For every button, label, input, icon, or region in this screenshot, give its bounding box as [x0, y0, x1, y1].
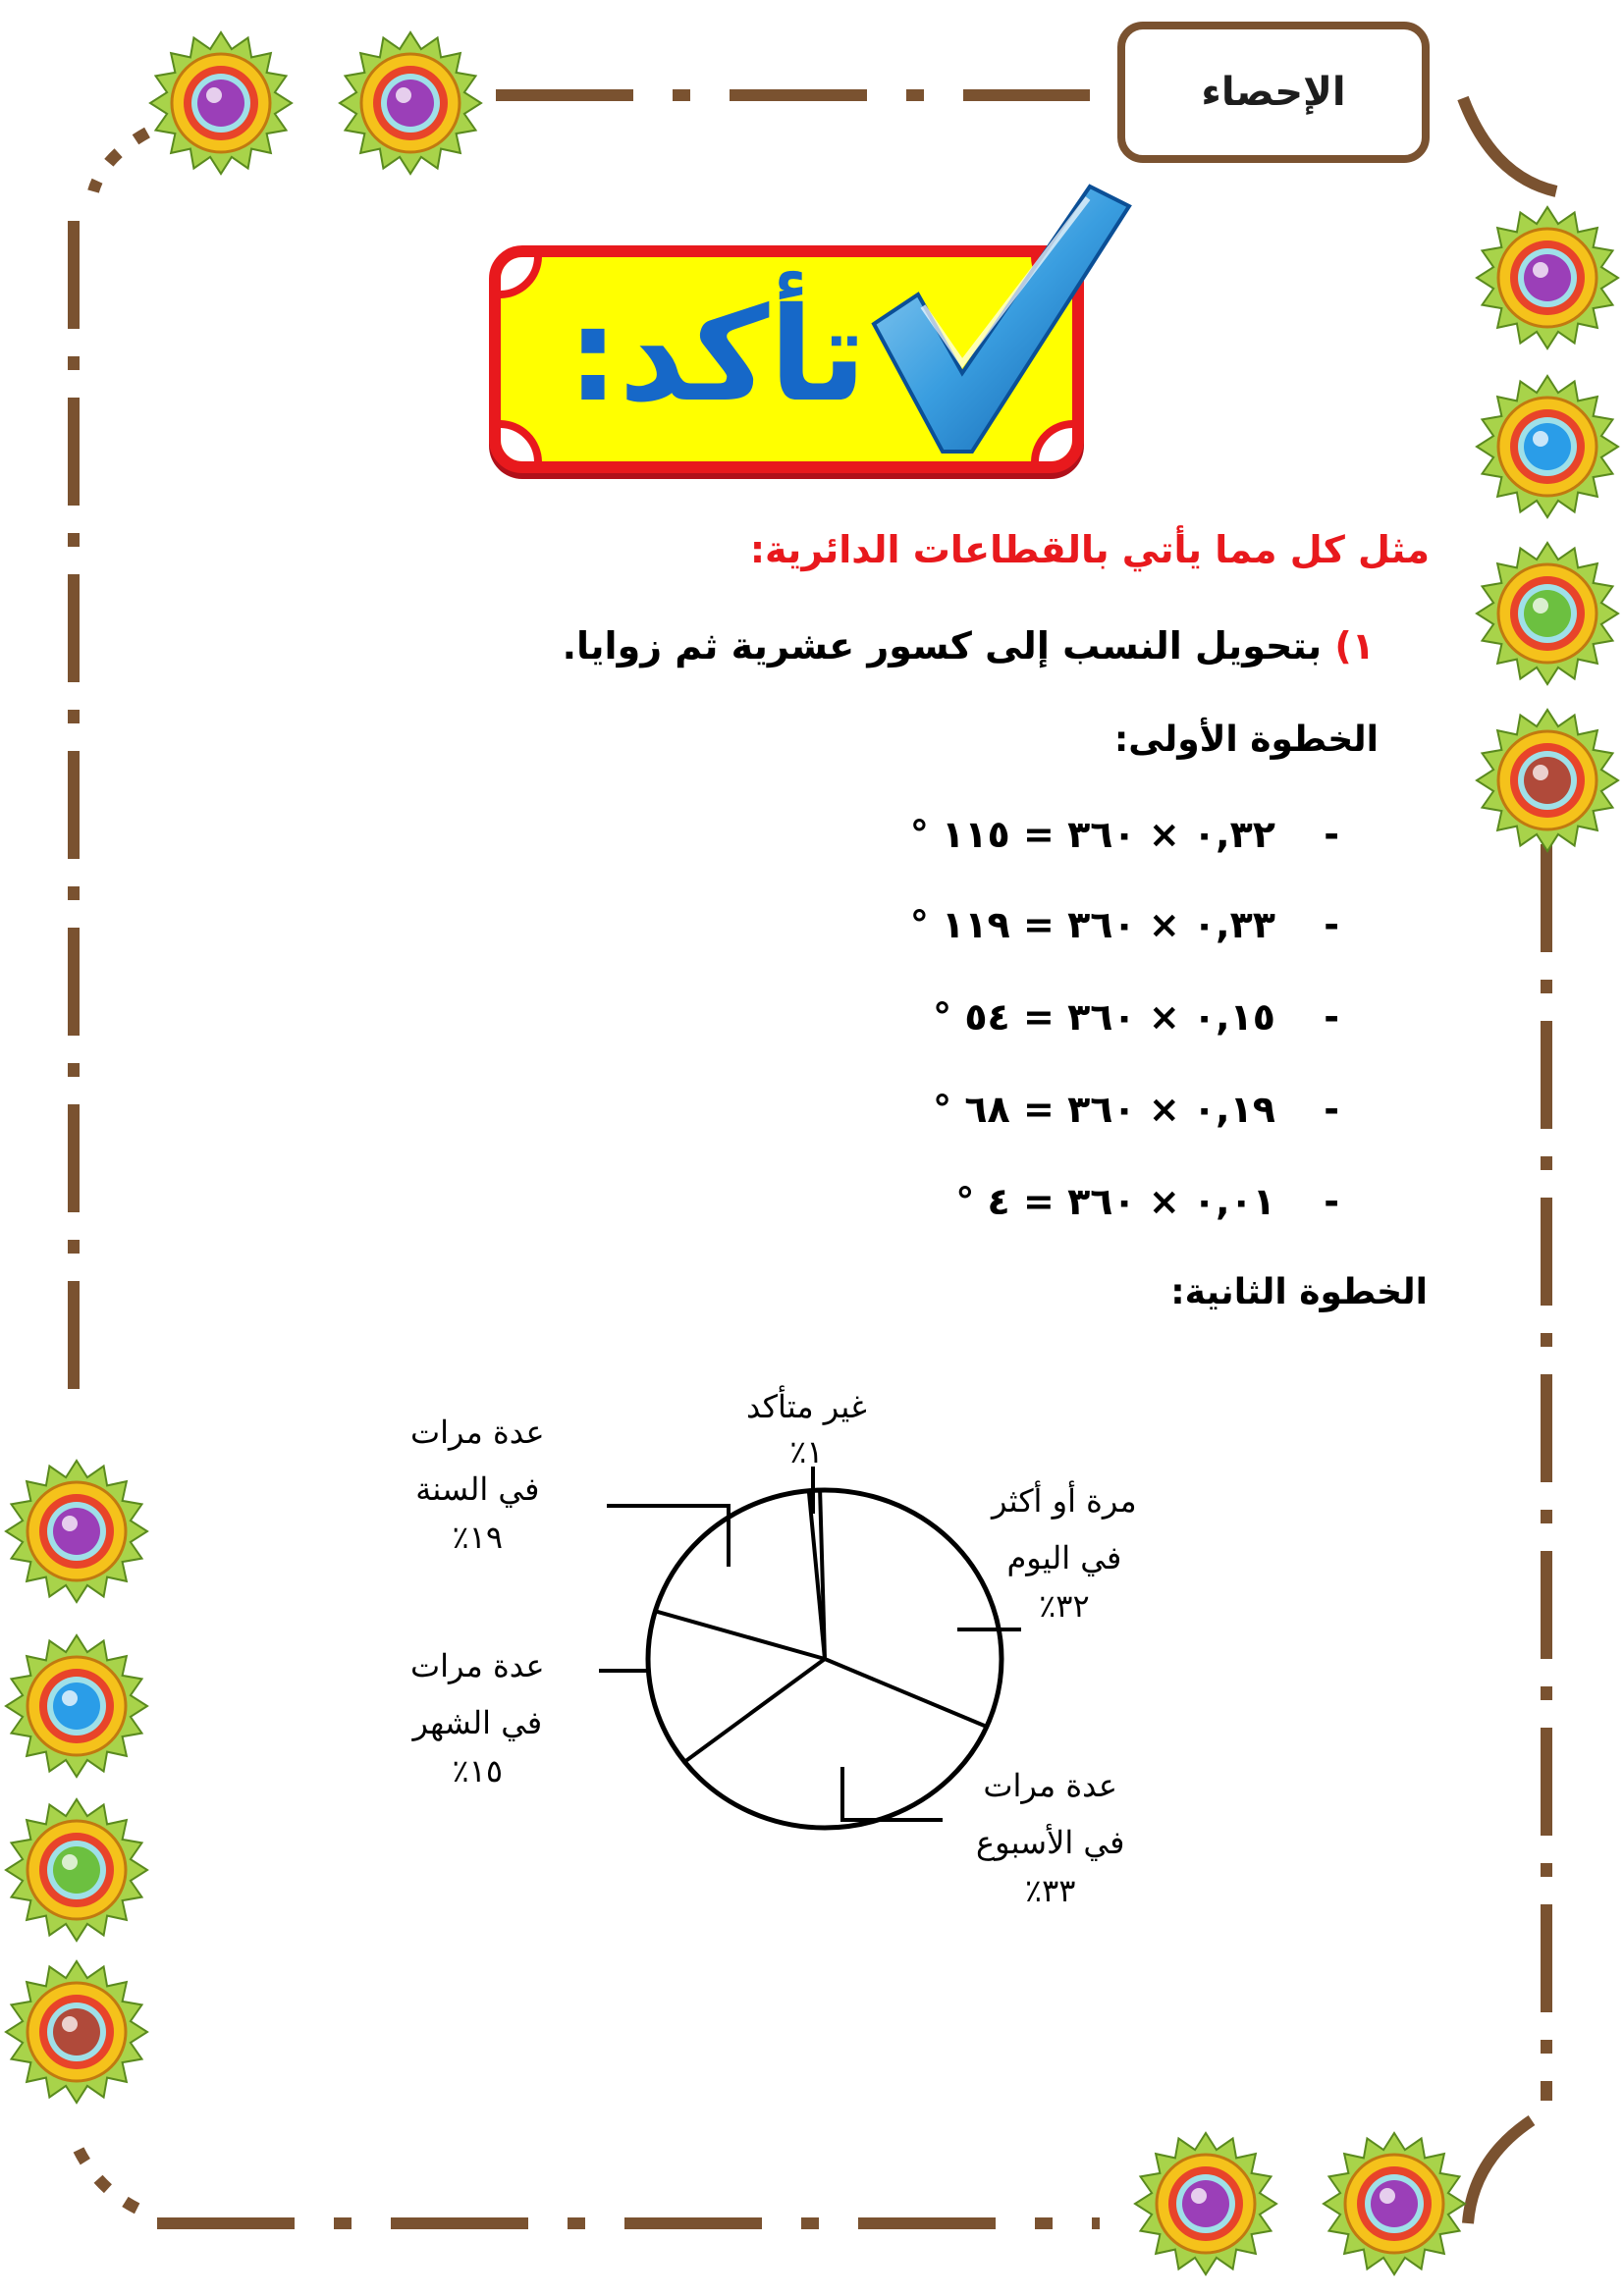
row-expression: ٠,١٥ × ٣٦٠ = ٥٤ °	[933, 995, 1275, 1039]
label-line: عدة مرات	[983, 1767, 1117, 1804]
label-line: في السنة	[415, 1470, 540, 1508]
calculation-row	[910, 903, 1339, 946]
row-expression: ٠,٣٣ × ٣٦٠ = ١١٩ °	[909, 903, 1275, 946]
step-two-heading: الخطوة الثانية:	[1170, 1272, 1428, 1312]
label-line: ٣٢٪	[1039, 1587, 1090, 1625]
row-expression: ٠,٠١ × ٣٦٠ = ٤ °	[955, 1180, 1275, 1223]
exercise-item-1	[563, 624, 1375, 667]
banner-title: تأكد:	[567, 280, 867, 431]
calculation-row	[933, 995, 1339, 1039]
label-line: عدة مرات	[410, 1414, 545, 1451]
section-tag-label: الإحصاء	[1201, 70, 1346, 115]
row-dash: -	[1324, 903, 1339, 946]
flower-ornament-icon	[340, 32, 481, 174]
label-line: في اليوم	[1006, 1539, 1122, 1576]
pie-label-yearly	[410, 1404, 545, 1557]
row-dash: -	[1324, 995, 1339, 1039]
flower-ornament-icon	[1477, 710, 1618, 851]
flower-ornament-icon	[150, 32, 292, 174]
calculation-row	[910, 813, 1339, 856]
label-line: ١٩٪	[452, 1519, 504, 1556]
checkmark-icon	[864, 177, 1139, 461]
label-line: غير متأكد	[746, 1388, 867, 1425]
pie-label-monthly	[410, 1637, 545, 1790]
exercise-instruction: مثل كل مما يأتي بالقطاعات الدائرية:	[749, 528, 1430, 571]
flower-ornament-icon	[6, 1461, 147, 1602]
calculation-row	[955, 1180, 1339, 1223]
flower-ornament-icon	[1477, 543, 1618, 684]
pie-label-weekly	[976, 1757, 1124, 1910]
row-dash: -	[1324, 1180, 1339, 1223]
flower-ornament-icon	[1477, 376, 1618, 517]
step-one-heading: الخطوة الأولى:	[1113, 720, 1379, 760]
row-dash: -	[1324, 1088, 1339, 1131]
section-tag	[1117, 22, 1430, 163]
pie-label-daily	[992, 1472, 1137, 1626]
label-line: ١٥٪	[452, 1752, 504, 1789]
item-number: ١)	[1334, 624, 1375, 667]
row-expression: ٠,١٩ × ٣٦٠ = ٦٨ °	[933, 1088, 1275, 1131]
label-line: عدة مرات	[410, 1647, 545, 1684]
calculation-row	[933, 1088, 1339, 1131]
flower-ornament-icon	[6, 1799, 147, 1941]
label-line: ١٪	[789, 1433, 824, 1470]
label-line: ٣٣٪	[1024, 1872, 1076, 1909]
flower-ornament-icon	[6, 1635, 147, 1777]
label-line: في الشهر	[412, 1704, 543, 1741]
item-text: بتحويل النسب إلى كسور عشرية ثم زوايا.	[562, 624, 1323, 667]
label-line: مرة أو أكثر	[992, 1482, 1137, 1520]
flower-ornament-icon	[1324, 2133, 1465, 2274]
flower-ornament-icon	[1477, 207, 1618, 348]
label-line: في الأسبوع	[976, 1824, 1125, 1861]
pie-label-unsure	[746, 1384, 867, 1474]
row-dash: -	[1324, 813, 1339, 856]
flower-ornament-icon	[6, 1961, 147, 2103]
flower-ornament-icon	[1135, 2133, 1276, 2274]
row-expression: ٠,٣٢ × ٣٦٠ = ١١٥ °	[909, 813, 1275, 856]
